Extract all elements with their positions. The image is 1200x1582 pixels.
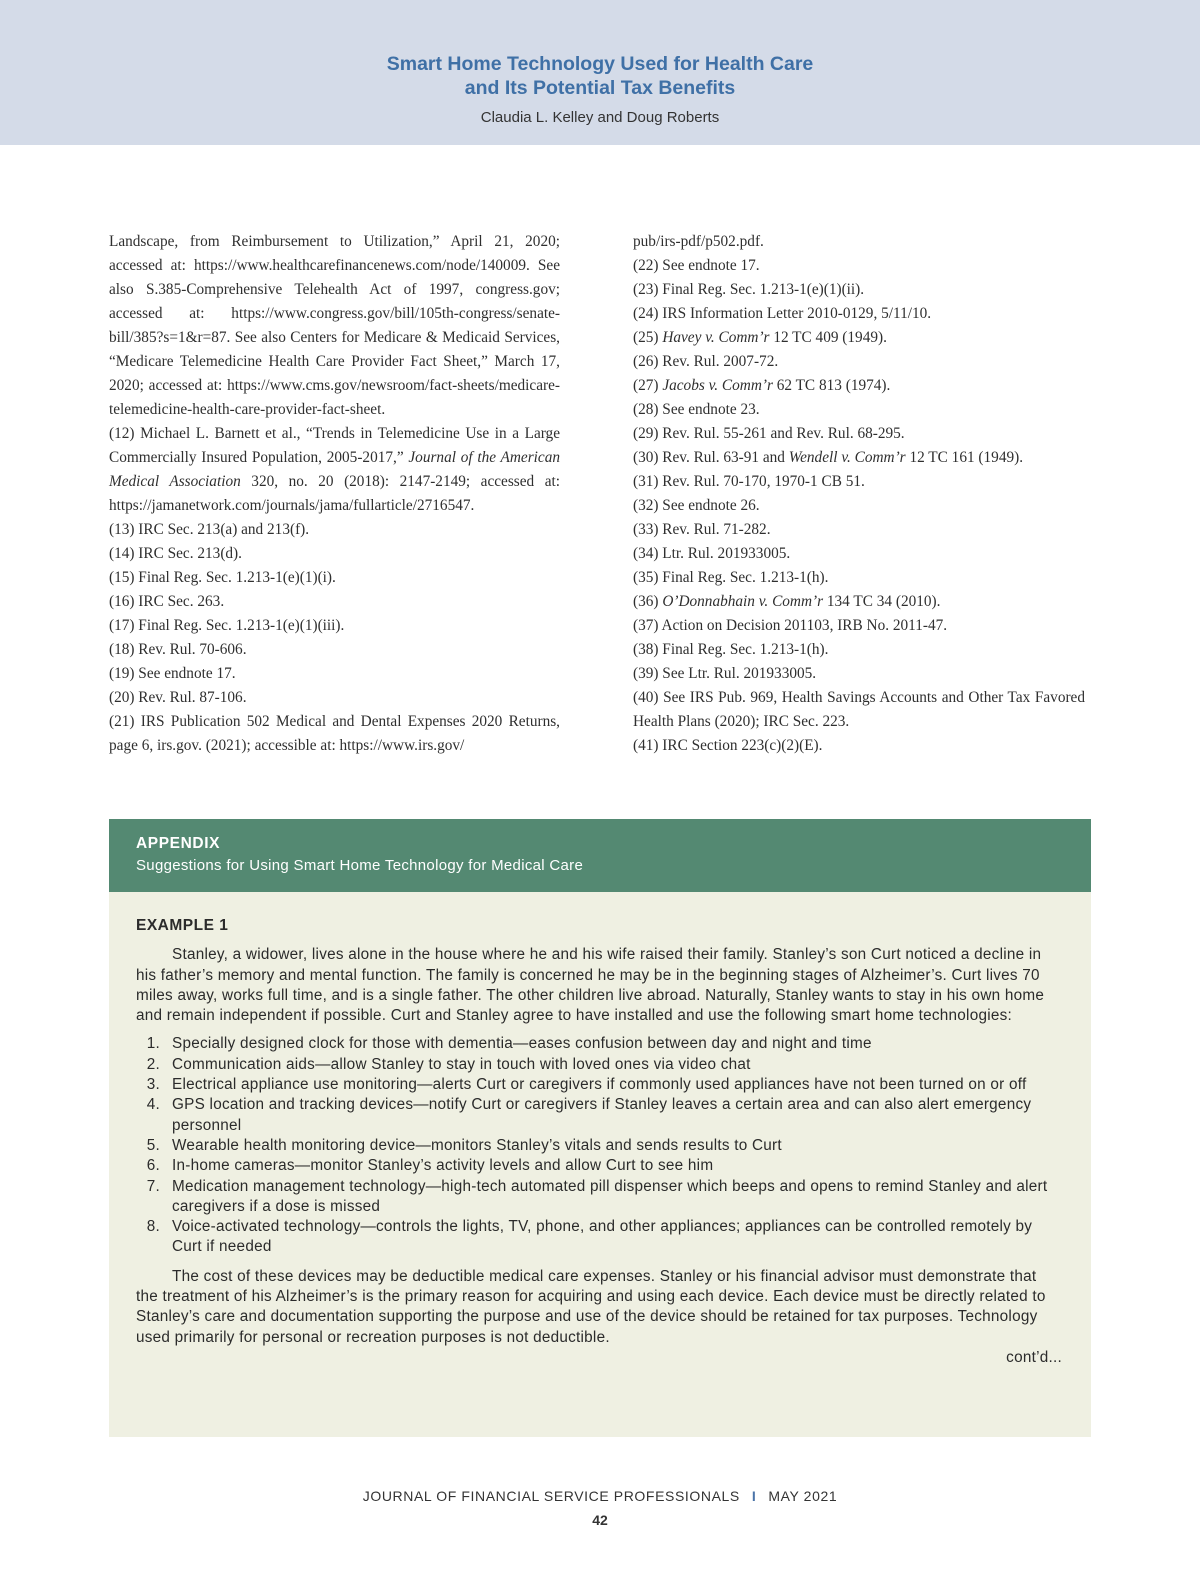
endnote-21: (21) IRS Publication 502 Medical and Dental Expenses 2020 Returns, page 6, irs.gov. (2021); accessible at: https://www.irs.gov/: [109, 713, 560, 754]
page-number: 42: [592, 1512, 608, 1528]
endnote-20: (20) Rev. Rul. 87-106.: [109, 689, 247, 706]
endnotes-left-column: [109, 230, 560, 758]
endnote-28: (28) See endnote 23.: [633, 401, 760, 418]
endnote-23: (23) Final Reg. Sec. 1.213-1(e)(1)(ii).: [633, 281, 865, 298]
endnote-11-continuation: Landscape, from Reimbursement to Utilization,” April 21, 2020; accessed at: https://www.healthcarefinancenews.com/node/140009. See also S.385-Comprehensive Telehealth Act of 1997, congress.gov; accessed at: https://www.congress.gov/bill/105th-congress/senate-bill/385?s=1&r=87. See also Centers for Medicare & Medicaid Services, “Medicare Telemedicine Health Care Provider Fact Sheet,” March 17, 2020; accessed at: https://www.cms.gov/newsroom/fact-sheets/medicare-telemedicine-health-care-provider-fact-sheet.: [109, 233, 560, 418]
endnote-12-journal: Journal of the American Medical Association: [109, 449, 560, 490]
list-item-number: 6.: [146, 1157, 160, 1175]
endnote-27-post: 62 TC 813 (1974).: [772, 377, 891, 394]
endnote-25-case: Havey v. Comm’r: [662, 329, 770, 346]
endnote-14: (14) IRC Sec. 213(d).: [109, 545, 242, 562]
endnote-36-case: O’Donnabhain v. Comm’r: [662, 593, 824, 610]
list-item: [136, 1095, 1062, 1136]
list-item-text: Voice-activated technology—controls the lights, TV, phone, and other appliances; appliances can be controlled remotely by Curt if needed: [172, 1218, 1033, 1256]
list-item-number: 8.: [146, 1218, 160, 1236]
list-item-text: Communication aids—allow Stanley to stay in touch with loved ones via video chat: [172, 1055, 751, 1073]
endnote-30-case: Wendell v. Comm’r: [788, 449, 906, 466]
list-item: [136, 1217, 1062, 1258]
list-item-number: 1.: [146, 1035, 160, 1053]
article-authors: Claudia L. Kelley and Doug Roberts: [480, 109, 720, 126]
endnote-25: [633, 326, 1085, 350]
endnote-30: [633, 446, 1085, 470]
list-item-number: 5.: [146, 1136, 160, 1154]
endnote-24: (24) IRS Information Letter 2010-0129, 5/11/10.: [633, 305, 932, 322]
endnote-16: (16) IRC Sec. 263.: [109, 593, 225, 610]
endnote-36: [633, 590, 1085, 614]
article-title-line-1: Smart Home Technology Used for Health Care: [386, 53, 814, 75]
endnote-15: (15) Final Reg. Sec. 1.213-1(e)(1)(i).: [109, 569, 336, 586]
endnote-12-text-b: 320, no. 20 (2018): 2147-2149; accessed at: https://jamanetwork.com/journals/jama/fullarticle/2716547.: [109, 473, 560, 514]
list-item: [136, 1136, 1062, 1156]
endnote-27: [633, 374, 1085, 398]
endnote-40: (40) See IRS Pub. 969, Health Savings Accounts and Other Tax Favored Health Plans (2020); IRC Sec. 223.: [633, 689, 1085, 730]
list-item: [136, 1034, 1062, 1054]
list-item-text: Specially designed clock for those with dementia—eases confusion between day and night and time: [172, 1035, 872, 1053]
page-footer: [0, 1488, 1200, 1504]
endnote-34: (34) Ltr. Rul. 201933005.: [633, 545, 791, 562]
endnote-25-pre: (25): [633, 329, 663, 346]
list-item: [136, 1156, 1062, 1176]
list-item-number: 4.: [146, 1096, 160, 1114]
technology-list: [136, 1034, 1062, 1257]
list-item-text: Wearable health monitoring device—monitors Stanley’s vitals and sends results to Curt: [172, 1136, 782, 1154]
endnote-30-post: 12 TC 161 (1949).: [905, 449, 1024, 466]
endnote-38: (38) Final Reg. Sec. 1.213-1(h).: [633, 641, 829, 658]
list-item-text: In-home cameras—monitor Stanley’s activity levels and allow Curt to see him: [172, 1157, 714, 1175]
endnote-26: (26) Rev. Rul. 2007-72.: [633, 353, 779, 370]
endnote-22: (22) See endnote 17.: [633, 257, 760, 274]
journal-name: JOURNAL OF FINANCIAL SERVICE PROFESSIONALS: [362, 1488, 740, 1504]
endnote-39: (39) See Ltr. Rul. 201933005.: [633, 665, 817, 682]
continued-marker: cont’d...: [1006, 1348, 1062, 1366]
endnote-41: (41) IRC Section 223(c)(2)(E).: [633, 737, 823, 754]
list-item: [136, 1055, 1062, 1075]
endnote-19: (19) See endnote 17.: [109, 665, 236, 682]
list-item-number: 7.: [146, 1177, 160, 1195]
appendix-subtitle: Suggestions for Using Smart Home Technology for Medical Care: [136, 857, 584, 874]
list-item-number: 2.: [146, 1055, 160, 1073]
endnote-13: (13) IRC Sec. 213(a) and 213(f).: [109, 521, 310, 538]
list-item: [136, 1075, 1062, 1095]
list-item-text: Electrical appliance use monitoring—alerts Curt or caregivers if commonly used appliances have not been turned on or off: [172, 1076, 1027, 1094]
endnote-31: (31) Rev. Rul. 70-170, 1970-1 CB 51.: [633, 473, 865, 490]
endnote-35: (35) Final Reg. Sec. 1.213-1(h).: [633, 569, 829, 586]
list-item-number: 3.: [146, 1076, 160, 1094]
example-title: EXAMPLE 1: [136, 917, 229, 934]
endnote-32: (32) See endnote 26.: [633, 497, 760, 514]
endnote-29: (29) Rev. Rul. 55-261 and Rev. Rul. 68-295.: [633, 425, 905, 442]
article-header: [0, 0, 1200, 145]
endnote-17: (17) Final Reg. Sec. 1.213-1(e)(1)(iii).: [109, 617, 345, 634]
endnote-27-pre: (27): [633, 377, 663, 394]
example-intro: Stanley, a widower, lives alone in the house where he and his wife raised their family. Stanley’s son Curt noticed a decline in his father’s memory and mental function. The family is concerned he may be in the beginning stages of Alzheimer’s. Curt lives 70 miles away, works full time, and is a single father. The other children live abroad. Naturally, Stanley wants to stay in his own home and remain independent if possible. Curt and Stanley agree to have installed and use the following smart home technologies:: [136, 946, 1045, 1025]
appendix-label: APPENDIX: [136, 835, 221, 852]
example-content: [136, 916, 1062, 1368]
endnote-18: (18) Rev. Rul. 70-606.: [109, 641, 247, 658]
endnote-36-post: 134 TC 34 (2010).: [823, 593, 941, 610]
endnote-36-pre: (36): [633, 593, 663, 610]
example-box: [109, 892, 1091, 1437]
list-item-text: Medication management technology—high-tech automated pill dispenser which beeps and opens to remind Stanley and alert caregivers if a dose is missed: [172, 1177, 1048, 1215]
list-item: [136, 1177, 1062, 1218]
endnote-21-continuation: pub/irs-pdf/p502.pdf.: [633, 233, 764, 250]
endnote-30-pre: (30) Rev. Rul. 63-91 and: [633, 449, 789, 466]
endnote-12: [109, 422, 560, 518]
list-item-text: GPS location and tracking devices—notify Curt or caregivers if Stanley leaves a certain area and can also alert emergency personnel: [172, 1096, 1032, 1134]
endnote-12-text-a: (12) Michael L. Barnett et al., “Trends in Telemedicine Use in a Large Commercially Insured Population, 2005-2017,”: [109, 425, 560, 466]
article-title: [0, 52, 1200, 100]
article-title-line-2: and Its Potential Tax Benefits: [464, 77, 736, 99]
issue-date: MAY 2021: [768, 1488, 838, 1504]
appendix-banner: [109, 819, 1091, 892]
endnote-25-post: 12 TC 409 (1949).: [769, 329, 887, 346]
endnote-27-case: Jacobs v. Comm’r: [662, 377, 773, 394]
endnote-33: (33) Rev. Rul. 71-282.: [633, 521, 771, 538]
example-closing: The cost of these devices may be deductible medical care expenses. Stanley or his financial advisor must demonstrate that the treatment of his Alzheimer’s is the primary reason for acquiring and using each device. Each device must be directly related to Stanley’s care and documentation supporting the purpose and use of the device should be retained for tax purposes. Technology used primarily for personal or recreation purposes is not deductible.: [136, 1267, 1046, 1346]
endnotes-right-column: [633, 230, 1085, 758]
endnote-37: (37) Action on Decision 201103, IRB No. 2011-47.: [633, 617, 948, 634]
footer-separator: I: [751, 1488, 757, 1504]
